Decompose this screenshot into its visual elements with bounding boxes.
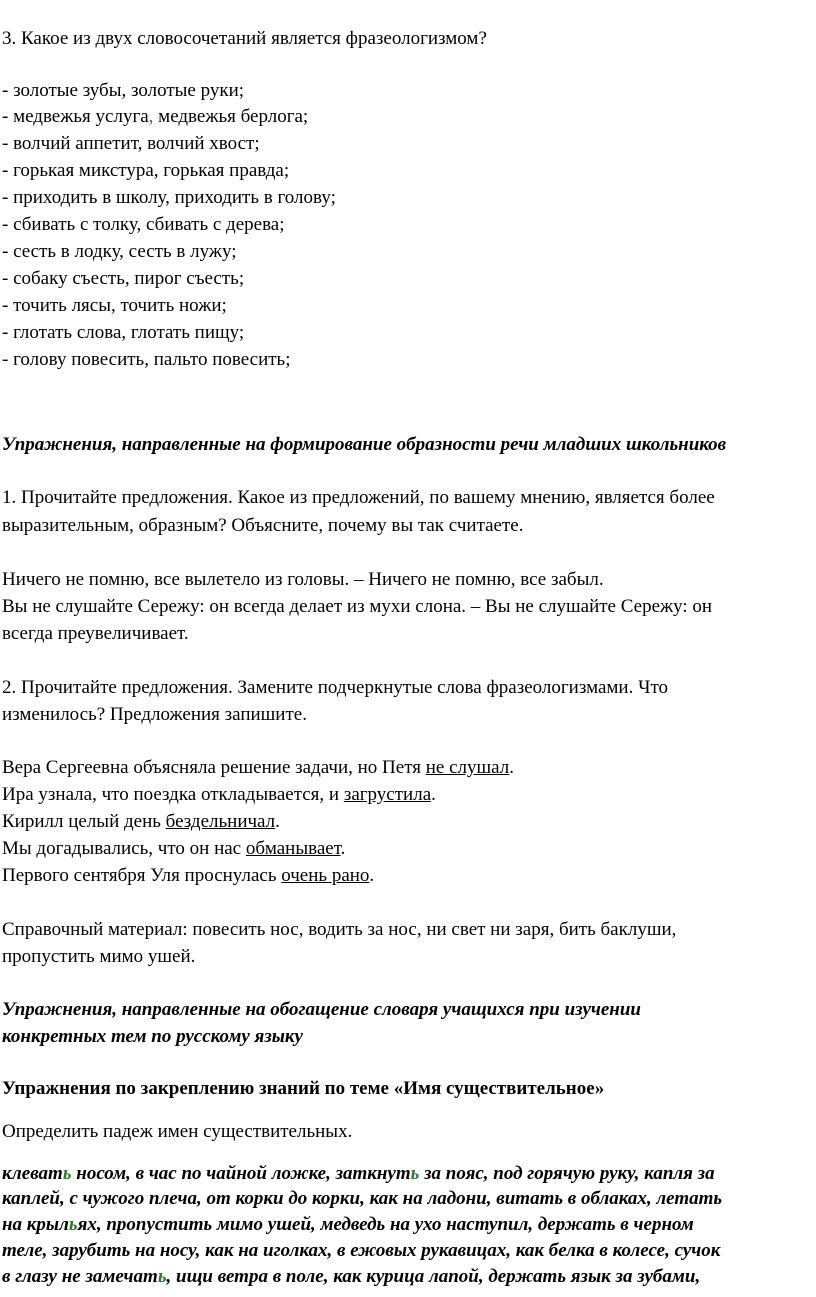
underlined-word: очень рано [281, 865, 370, 886]
text-part: клеват [2, 1163, 63, 1184]
list-item: - сесть в лодку, сесть в лужу; [2, 241, 237, 262]
green-letter: ь [62, 1163, 72, 1184]
sentence-text: Первого сентября Уля проснулась [2, 865, 282, 886]
sentence-text: Кирилл целый день [2, 811, 166, 832]
underlined-word: обманывает [245, 838, 341, 859]
sentence-end: . [340, 838, 346, 859]
list-item: - глотать слова, глотать пищу; [2, 322, 245, 343]
exercise-2-sentence [2, 809, 280, 835]
paragraph-line [2, 1161, 715, 1187]
list-item: - сбивать с толку, сбивать с дерева; [2, 214, 285, 235]
underlined-word: не слушал [425, 757, 510, 778]
exercise-2-sentence [2, 836, 345, 862]
list-item: - приходить в школу, приходить в голову; [2, 187, 336, 208]
list-item: - горькая микстура, горькая правда; [2, 160, 290, 181]
paragraph-line [2, 1212, 694, 1238]
exercise-2-text: 2. Прочитайте предложения. Замените подчеркнутые слова фразеологизмами. Что [2, 677, 668, 698]
list-item-part: - медвежья услуга [2, 106, 149, 127]
exercise-2-sentence [2, 863, 374, 889]
section-heading-noun: Упражнения по закреплению знаний по теме «Имя существительное» [2, 1078, 605, 1099]
exercise-1-sentence: Вы не слушайте Сережу: он всегда делает из мухи слона. – Вы не слушайте Сережу: он [2, 596, 713, 617]
section-heading-imagery: Упражнения, направленные на формирование образности речи младших школьников [2, 434, 727, 455]
list-item [2, 104, 308, 130]
text-part: , ищи ветра в поле, как курица лапой, держать язык за зубами, [166, 1266, 701, 1287]
sentence-end: . [369, 865, 375, 886]
text-part: ях, пропустить мимо ушей, медведь на ухо наступил, держать в черном [77, 1214, 694, 1235]
text-part: на крыл [2, 1214, 69, 1235]
underlined-word: бездельничал [165, 811, 276, 832]
underlined-word: загрустила [343, 784, 432, 805]
sentence-end: . [509, 757, 514, 778]
green-letter: ь [157, 1266, 167, 1287]
sentence-end: . [431, 784, 436, 805]
text-part: за пояс, под горячую руку, капля за [419, 1163, 715, 1184]
reference-material: Справочный материал: повесить нос, водить за нос, ни свет ни заря, бить баклуши, [2, 919, 677, 940]
question-3-title: 3. Какое из двух словосочетаний является фразеологизмом? [2, 28, 487, 49]
exercise-2-text: изменилось? Предложения запишите. [2, 704, 307, 725]
sentence-text: Вера Сергеевна объясняла решение задачи, но Петя [2, 757, 426, 778]
text-part: в глазу не замечат [2, 1266, 158, 1287]
green-letter: ь [410, 1163, 420, 1184]
sentence-end: . [275, 811, 280, 832]
list-item: - собаку съесть, пирог съесть; [2, 268, 245, 289]
exercise-1-text: 1. Прочитайте предложения. Какое из предложений, по вашему мнению, является более [2, 487, 715, 508]
list-item: - голову повесить, пальто повесить; [2, 349, 291, 370]
reference-material: пропустить мимо ушей. [2, 946, 196, 967]
exercise-2-sentence [2, 755, 514, 781]
exercise-2-sentence [2, 782, 436, 808]
exercise-1-sentence: всегда преувеличивает. [2, 623, 189, 644]
exercise-1-text: выразительным, образным? Объясните, почему вы так считаете. [2, 515, 524, 536]
text-part: носом, в час по чайной ложке, заткнут [71, 1163, 411, 1184]
list-item: - точить лясы, точить ножи; [2, 295, 227, 316]
list-item: - золотые зубы, золотые руки; [2, 80, 245, 101]
task-text: Определить падеж имен существительных. [2, 1121, 353, 1142]
paragraph-line: каплей, с чужого плеча, от корки до корки, как на ладони, витать в облаках, летать [2, 1188, 723, 1209]
paragraph-line [2, 1264, 700, 1290]
section-heading-vocabulary: конкретных тем по русскому языку [2, 1026, 303, 1047]
exercise-1-sentence: Ничего не помню, все вылетело из головы. – Ничего не помню, все забыл. [2, 569, 604, 590]
sentence-text: Мы догадывались, что он нас [2, 838, 246, 859]
list-item-part: медвежья берлога; [158, 106, 309, 127]
paragraph-line: теле, зарубить на носу, как на иголках, в ежовых рукавицах, как белка в колесе, сучок [2, 1240, 721, 1261]
sentence-text: Ира узнала, что поездка откладывается, и [2, 784, 344, 805]
list-item: - волчий аппетит, волчий хвост; [2, 133, 260, 154]
list-item-comma: , [148, 106, 159, 127]
section-heading-vocabulary: Упражнения, направленные на обогащение словаря учащихся при изучении [2, 999, 641, 1020]
green-letter: ь [68, 1214, 78, 1235]
